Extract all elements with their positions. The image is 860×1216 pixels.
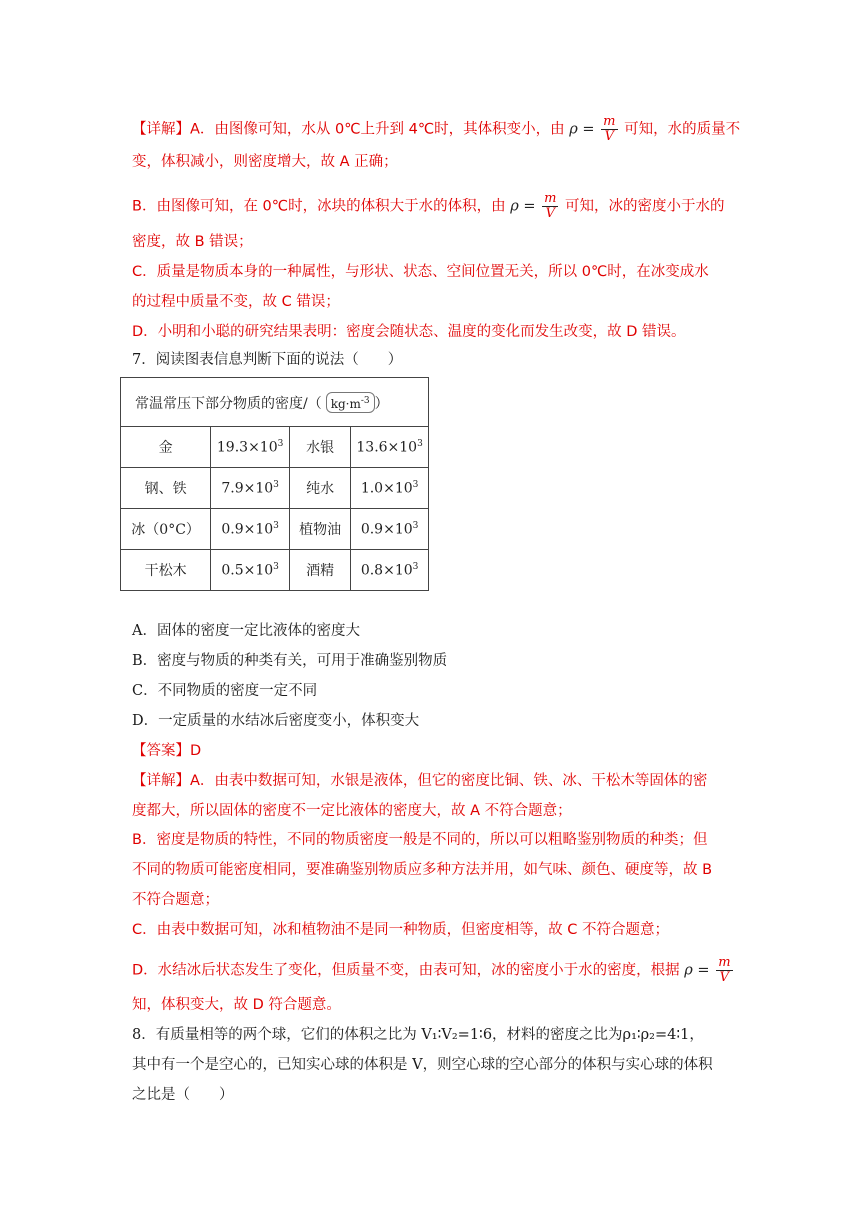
- option-d: D．一定质量的水结冰后密度变小，体积变大: [132, 713, 420, 729]
- detail-line-3: [132, 192, 725, 221]
- substance-cell: 水银: [290, 427, 351, 468]
- density-cell: $19.3\times 10^3$: [211, 427, 290, 468]
- rho-symbol: ρ =: [510, 198, 536, 215]
- substance-cell: 酒精: [290, 550, 351, 591]
- substance-cell: 植物油: [290, 509, 351, 550]
- detail-text: D．水结冰后状态发生了变化，但质量不变，由表可知，冰的密度小于水的密度，根据: [132, 962, 680, 979]
- detail-text: 可知，水的质量不: [624, 121, 741, 138]
- density-cell: $7.9\times 10^3$: [211, 468, 290, 509]
- q7-detail-line-6: C．由表中数据可知，冰和植物油不是同一种物质，但密度相等，故 C 不符合题意；: [132, 922, 669, 938]
- table-row: [121, 550, 429, 591]
- option-c: C．不同物质的密度一定不同: [132, 683, 318, 699]
- detail-text: B．由图像可知，在 0℃时，冰块的体积大于水的体积，由: [132, 198, 506, 215]
- table-row: [121, 509, 429, 550]
- substance-cell: 钢、铁: [121, 468, 211, 509]
- density-cell: $0.9\times 10^3$: [351, 509, 429, 550]
- rho-symbol: ρ =: [569, 121, 595, 138]
- table-row: [121, 427, 429, 468]
- density-cell: $1.0\times 10^3$: [351, 468, 429, 509]
- detail-text: 【详解】A．由图像可知，水从 0℃上升到 4℃时，其体积变小，由: [132, 121, 565, 138]
- substance-cell: 金: [121, 427, 211, 468]
- question-8-line-2: 其中有一个是空心的，已知实心球的体积是 V，则空心球的空心部分的体积与实心球的体积: [132, 1057, 713, 1073]
- detail-line-6: 的过程中质量不变，故 C 错误；: [132, 294, 340, 310]
- option-a: A．固体的密度一定比液体的密度大: [132, 623, 360, 639]
- detail-line-2: 变，体积减小，则密度增大，故 A 正确；: [132, 154, 398, 170]
- density-cell: $0.8\times 10^3$: [351, 550, 429, 591]
- detail-line-7: D．小明和小聪的研究结果表明：密度会随状态、温度的变化而发生改变，故 D 错误。: [132, 324, 686, 340]
- table-caption: 常温常压下部分物质的密度/（ $kg\cdot m^{-3}$ ）: [121, 378, 429, 427]
- density-cell: $0.5\times 10^3$: [211, 550, 290, 591]
- question-8-line-3: 之比是（ ）: [132, 1087, 234, 1103]
- question-8-line-1: 8．有质量相等的两个球，它们的体积之比为 V₁∶V₂=1∶6，材料的密度之比为ρ₁∶ρ₂=4∶1，: [132, 1027, 704, 1043]
- table-row: [121, 468, 429, 509]
- q7-detail-line-2: 度都大，所以固体的密度不一定比液体的密度大，故 A 不符合题意；: [132, 803, 572, 819]
- q7-detail-line-3: B．密度是物质的特性，不同的物质密度一般是不同的，所以可以粗略鉴别物质的种类；但: [132, 832, 708, 848]
- substance-cell: 干松木: [121, 550, 211, 591]
- q7-detail-line-8: 知，体积变大，故 D 符合题意。: [132, 997, 341, 1013]
- rho-symbol: ρ =: [684, 962, 710, 979]
- unit-box: $kg\cdot m^{-3}$: [326, 392, 375, 413]
- detail-line-1: [132, 115, 740, 144]
- question-7-stem: 7．阅读图表信息判断下面的说法（ ）: [132, 352, 403, 368]
- q7-detail-line-1: 【详解】A．由表中数据可知，水银是液体，但它的密度比铜、铁、冰、干松木等固体的密: [132, 773, 708, 789]
- substance-cell: 纯水: [290, 468, 351, 509]
- detail-text: 可知，冰的密度小于水的: [565, 198, 725, 215]
- density-table: [120, 377, 429, 591]
- formula-m-over-v: $\frac{m}{V}$: [544, 191, 557, 221]
- answer: 【答案】D: [132, 743, 202, 759]
- substance-cell: 冰（0°C）: [121, 509, 211, 550]
- density-cell: $13.6\times 10^3$: [351, 427, 429, 468]
- q7-detail-line-7: [132, 956, 735, 985]
- formula-m-over-v: $\frac{m}{V}$: [603, 114, 616, 144]
- formula-m-over-v: $\frac{m}{V}$: [718, 955, 731, 985]
- density-cell: $0.9\times 10^3$: [211, 509, 290, 550]
- q7-detail-line-4: 不同的物质可能密度相同，要准确鉴别物质应多种方法并用，如气味、颜色、硬度等，故 B: [132, 862, 713, 878]
- option-b: B．密度与物质的种类有关，可用于准确鉴别物质: [132, 653, 448, 669]
- detail-line-5: C．质量是物质本身的一种属性，与形状、状态、空间位置无关，所以 0℃时，在冰变成水: [132, 264, 709, 280]
- detail-line-4: 密度，故 B 错误；: [132, 234, 253, 250]
- q7-detail-line-5: 不符合题意；: [132, 892, 219, 908]
